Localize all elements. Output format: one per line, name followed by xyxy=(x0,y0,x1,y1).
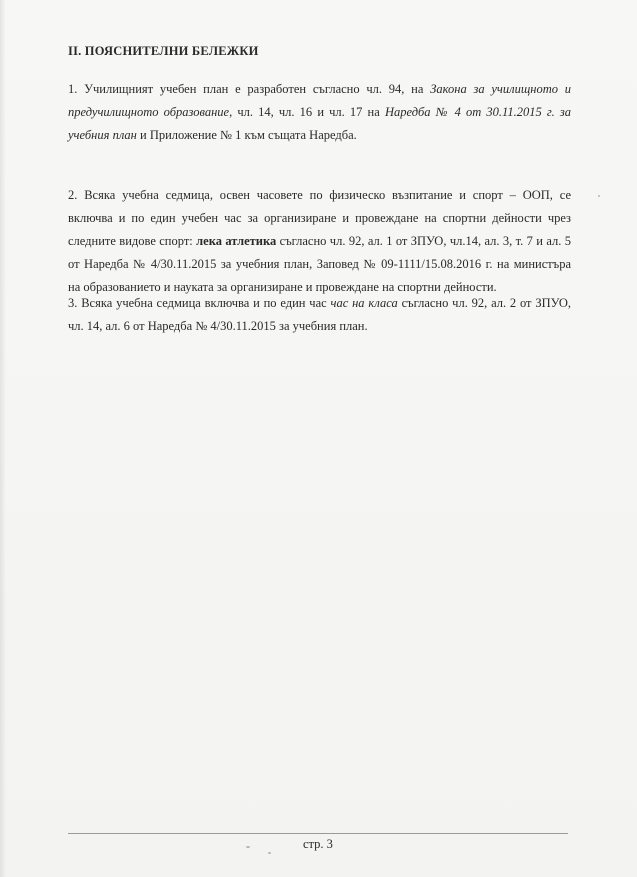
scan-speck xyxy=(246,846,250,848)
text-run: съгласно чл. 92, ал. 2 от ЗПУО, xyxy=(397,296,571,310)
note-paragraph-3 xyxy=(68,292,571,338)
paragraph-2-line-5: на образованието и науката за организиране и провеждане на спортни дейности. xyxy=(68,280,497,294)
regulation-title-italic: Наредба № 4 от 30.11.2015 г. за xyxy=(384,105,571,119)
paragraph-2-line-2: включва и по един учебен час за организиране и провеждане на спортни дейности чрез xyxy=(68,211,571,225)
scan-speck xyxy=(268,852,271,854)
paragraph-3-line-1 xyxy=(68,292,571,315)
paragraph-2-line-3 xyxy=(68,230,571,253)
sport-name-bold: лека атлетика xyxy=(196,234,277,248)
scan-edge-shadow xyxy=(0,0,6,877)
footer-divider xyxy=(68,833,568,834)
paragraph-1-line-1 xyxy=(68,78,571,101)
note-paragraph-1 xyxy=(68,78,571,147)
note-paragraph-2 xyxy=(68,184,571,299)
section-heading: II. ПОЯСНИТЕЛНИ БЕЛЕЖКИ xyxy=(68,44,259,58)
text-run: 3. Всяка учебна седмица включва и по един час xyxy=(68,296,331,310)
class-hour-italic: час на класа xyxy=(330,296,398,310)
paragraph-2-line-4: от Наредба № 4/30.11.2015 за учебния план, Заповед № 09-1111/15.08.2016 г. на министъра xyxy=(68,257,571,271)
law-title-italic: предучилищното образование xyxy=(68,105,230,119)
text-run: 1. Училищният учебен план е разработен съгласно чл. 94, на xyxy=(68,82,431,96)
paragraph-3-line-2: чл. 14, ал. 6 от Наредба № 4/30.11.2015 за учебния план. xyxy=(68,319,368,333)
text-run: , чл. 14, чл. 16 и чл. 17 на xyxy=(229,105,385,119)
page-number: стр. 3 xyxy=(303,837,333,851)
paragraph-1-line-3 xyxy=(68,124,571,147)
law-title-italic: Закона за училищното и xyxy=(430,82,572,96)
scan-speck xyxy=(598,195,600,197)
regulation-title-italic: учебния план xyxy=(68,128,137,142)
paragraph-2-line-1: 2. Всяка учебна седмица, освен часовете по физическо възпитание и спорт – ООП, се xyxy=(68,188,571,202)
text-run: съгласно чл. 92, ал. 1 от ЗПУО, чл.14, ал. 3, т. 7 и ал. 5 xyxy=(276,234,571,248)
paragraph-1-line-2 xyxy=(68,101,571,124)
text-run: следните видове спорт: xyxy=(68,234,197,248)
text-run: и Приложение № 1 към същата Наредба. xyxy=(136,128,357,142)
